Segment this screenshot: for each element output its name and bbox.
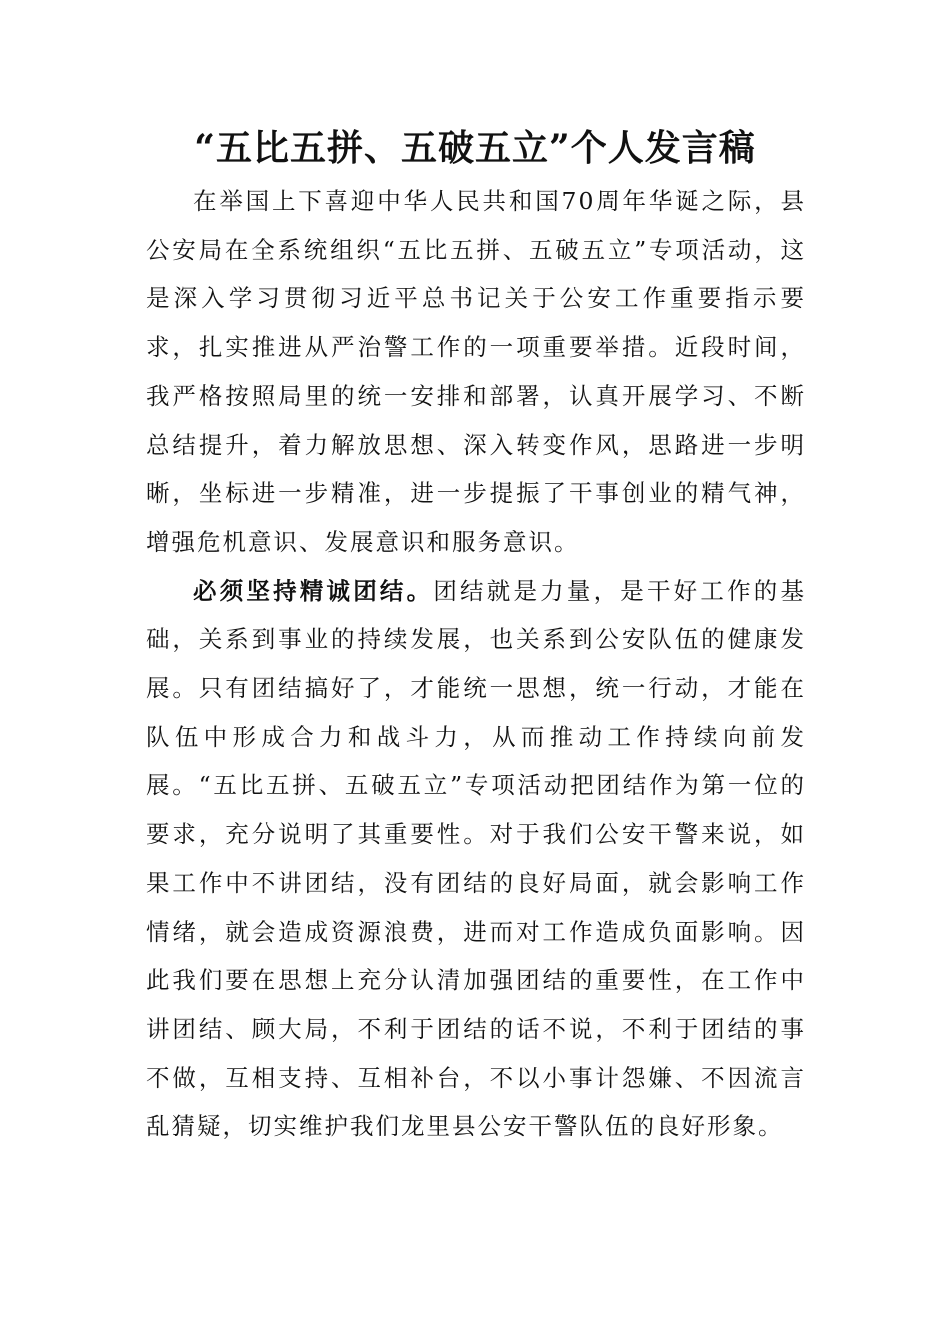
document-title: “五比五拼、五破五立”个人发言稿 bbox=[194, 127, 756, 169]
paragraph-intro-text: 在举国上下喜迎中华人民共和国70周年华诞之际，县公安局在全系统组织“五比五拼、五破五立”专项活动，这是深入学习贯彻习近平总书记关于公安工作重要指示要求，扎实推进从严治警工作的一项重要举措。近段时间，我严格按照局里的统一安排和部署，认真开展学习、不断总结提升，着力解放思想、深入转变作风，思路进一步明晰，坐标进一步精准，进一步提振了干事创业的精气神，增强危机意识、发展意识和服务意识。 bbox=[146, 187, 806, 556]
document-body bbox=[146, 177, 806, 1151]
paragraph-unity-text: 团结就是力量，是干好工作的基础，关系到事业的持续发展，也关系到公安队伍的健康发展。只有团结搞好了，才能统一思想，统一行动，才能在队伍中形成合力和战斗力，从而推动工作持续向前发展。“五比五拼、五破五立”专项活动把团结作为第一位的要求，充分说明了其重要性。对于我们公安干警来说，如果工作中不讲团结，没有团结的良好局面，就会影响工作情绪，就会造成资源浪费，进而对工作造成负面影响。因此我们要在思想上充分认清加强团结的重要性，在工作中讲团结、顾大局，不利于团结的话不说，不利于团结的事不做，互相支持、互相补台，不以小事计怨嫌、不因流言乱猜疑，切实维护我们龙里县公安干警队伍的良好形象。 bbox=[146, 576, 807, 1141]
paragraph-unity bbox=[146, 567, 806, 1151]
paragraph-intro bbox=[146, 177, 806, 567]
paragraph-unity-heading: 必须坚持精诚团结。 bbox=[193, 576, 434, 605]
